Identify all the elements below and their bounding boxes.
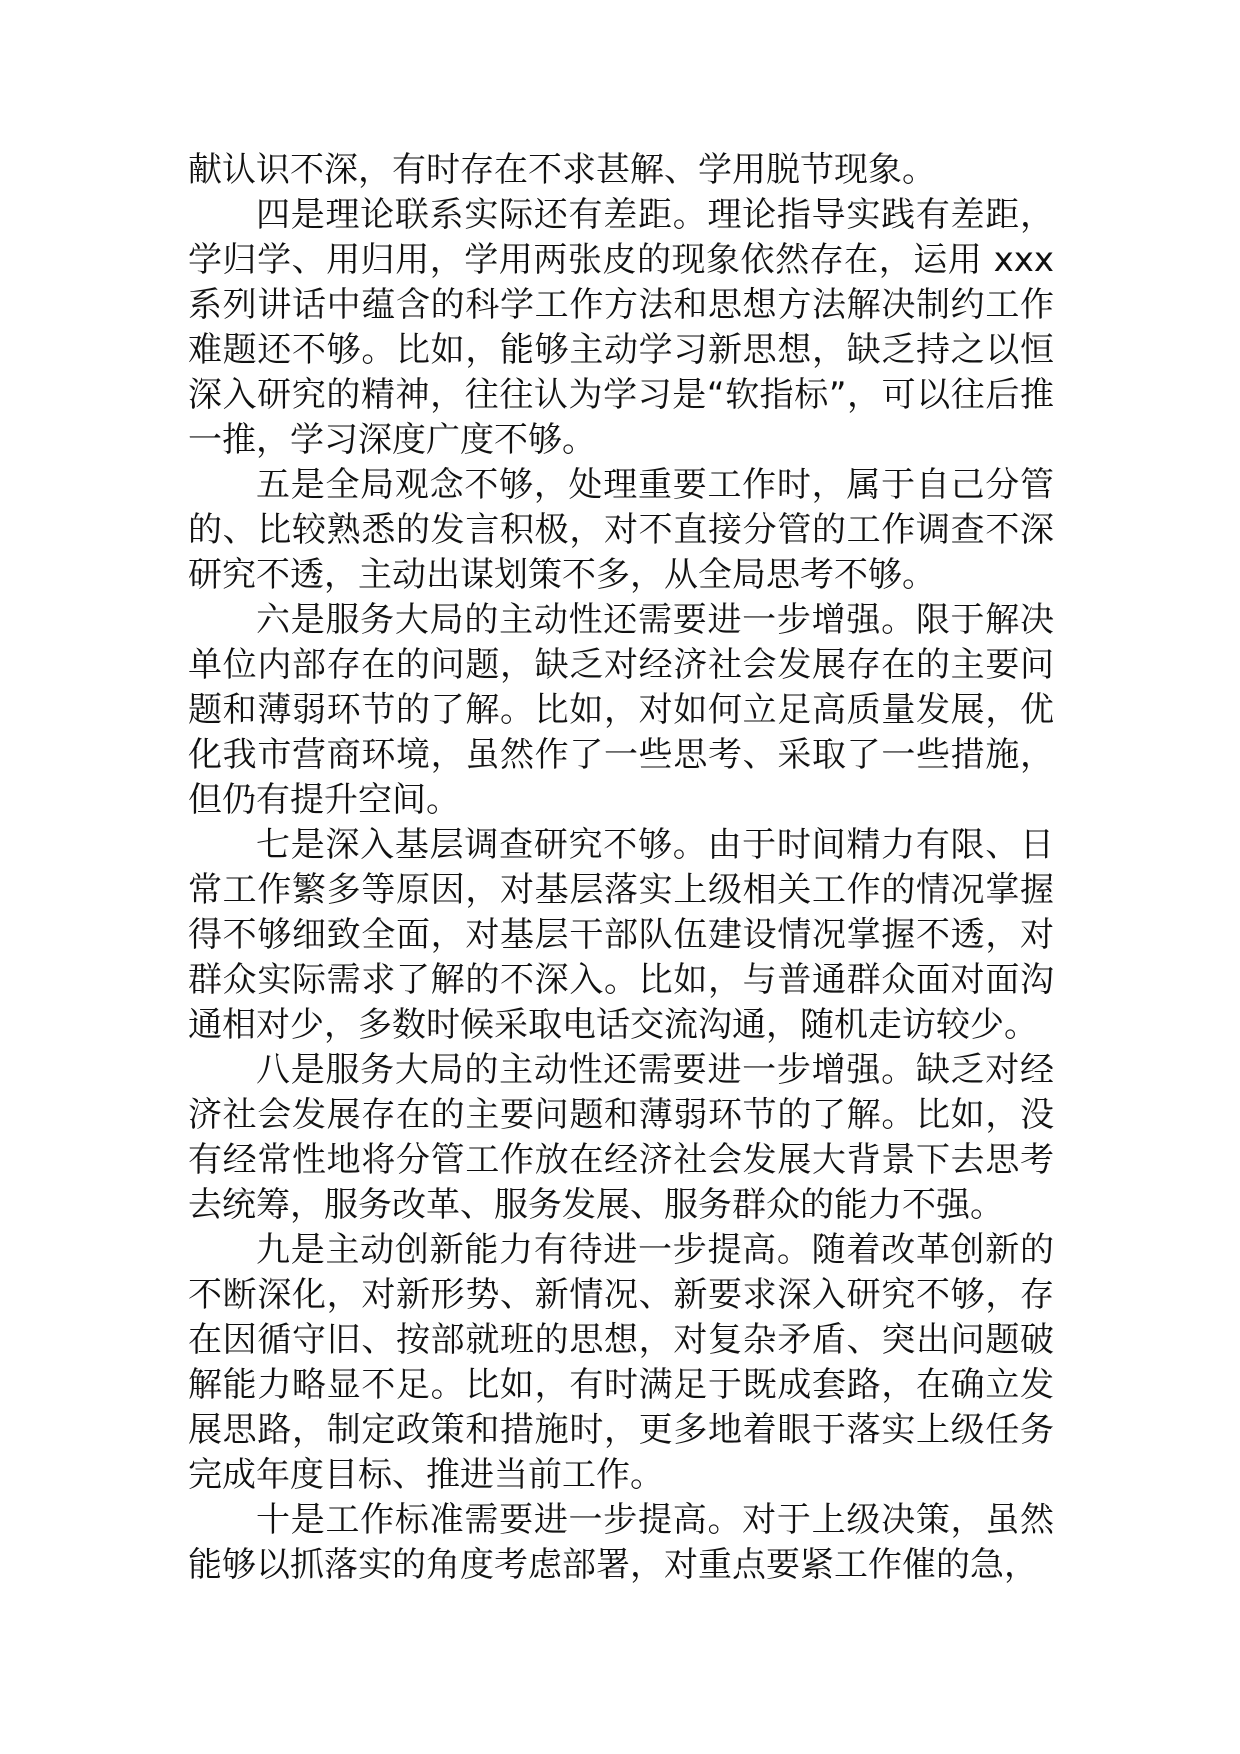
paragraph-point-6: 六是服务大局的主动性还需要进一步增强。限于解决单位内部存在的问题，缺乏对经济社会发展存在的主要问题和薄弱环节的了解。比如，对如何立足高质量发展，优化我市营商环境，虽然作了一些思考、采取了一些措施，但仍有提升空间。 xyxy=(188,600,1054,820)
paragraph-point-4: 四是理论联系实际还有差距。理论指导实践有差距，学归学、用归用，学用两张皮的现象依然存在，运用 xxx 系列讲话中蕴含的科学工作方法和思想方法解决制约工作难题还不够。比如，能够主动学习新思想，缺乏持之以恒深入研究的精神，往往认为学习是“软指标”，可以往后推一推，学习深度广度不够。 xyxy=(188,195,1054,460)
paragraph-continued: 献认识不深，有时存在不求甚解、学用脱节现象。 xyxy=(188,150,936,190)
paragraph-point-10: 十是工作标准需要进一步提高。对于上级决策，虽然能够以抓落实的角度考虑部署，对重点要紧工作催的急， xyxy=(188,1500,1054,1585)
paragraph-point-9: 九是主动创新能力有待进一步提高。随着改革创新的不断深化，对新形势、新情况、新要求深入研究不够，存在因循守旧、按部就班的思想，对复杂矛盾、突出问题破解能力略显不足。比如，有时满足于既成套路，在确立发展思路，制定政策和措施时，更多地着眼于落实上级任务完成年度目标、推进当前工作。 xyxy=(188,1230,1054,1495)
paragraph-point-5: 五是全局观念不够，处理重要工作时，属于自己分管的、比较熟悉的发言积极，对不直接分管的工作调查不深研究不透，主动出谋划策不多，从全局思考不够。 xyxy=(188,465,1054,595)
paragraph-point-8: 八是服务大局的主动性还需要进一步增强。缺乏对经济社会发展存在的主要问题和薄弱环节的了解。比如，没有经常性地将分管工作放在经济社会发展大背景下去思考去统筹，服务改革、服务发展、服务群众的能力不强。 xyxy=(188,1050,1054,1225)
document-body xyxy=(188,148,1054,1588)
paragraph-point-7: 七是深入基层调查研究不够。由于时间精力有限、日常工作繁多等原因，对基层落实上级相关工作的情况掌握得不够细致全面，对基层干部队伍建设情况掌握不透，对群众实际需求了解的不深入。比如，与普通群众面对面沟通相对少，多数时候采取电话交流沟通，随机走访较少。 xyxy=(188,825,1054,1045)
